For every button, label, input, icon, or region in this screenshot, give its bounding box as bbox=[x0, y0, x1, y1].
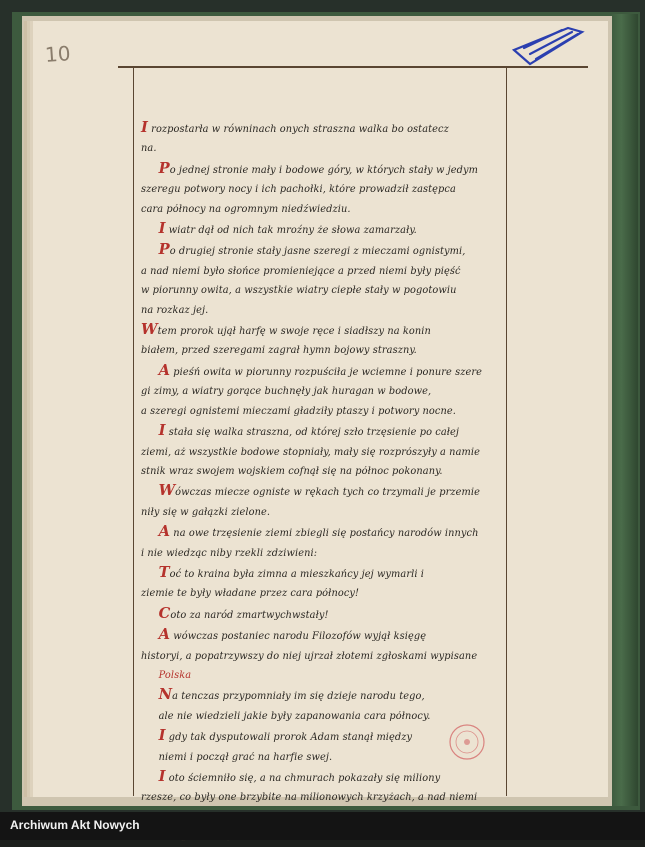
line-text: a szeregi ognistemi mieczami gładziły ptaszy i potwory nocne. bbox=[141, 405, 456, 417]
manuscript-line bbox=[141, 200, 503, 219]
manuscript-line bbox=[141, 481, 503, 502]
manuscript-line bbox=[141, 240, 503, 261]
red-initial: I bbox=[158, 421, 166, 440]
line-text: o jednej stronie mały i bodowe góry, w których stały w jedym bbox=[169, 164, 478, 176]
red-initial: P bbox=[158, 158, 170, 177]
line-text: niły się w gałązki zielone. bbox=[141, 506, 271, 518]
manuscript-line bbox=[141, 666, 503, 685]
album-board-edge bbox=[610, 14, 638, 806]
manuscript-line bbox=[141, 788, 503, 807]
manuscript-line bbox=[141, 503, 503, 522]
line-text: na rozkaz jej. bbox=[141, 304, 209, 316]
line-text: cara północy na ogromnym niedźwiedziu. bbox=[141, 203, 351, 215]
red-initial: I bbox=[141, 118, 148, 136]
manuscript-line bbox=[141, 341, 503, 360]
archive-seal-icon bbox=[447, 722, 487, 762]
manuscript-line bbox=[141, 685, 503, 706]
line-text: oto ściemniło się, a na chmurach pokazały się miliony bbox=[165, 773, 441, 784]
blue-stamp-icon bbox=[510, 26, 586, 66]
red-initial: P bbox=[158, 240, 170, 259]
manuscript-line bbox=[141, 301, 503, 320]
manuscript-line bbox=[141, 767, 503, 788]
manuscript-line bbox=[141, 625, 503, 646]
line-text: a tenczas przypomniały im się dzieje narodu tego, bbox=[172, 691, 425, 703]
line-text: wiatr dął od nich tak mroźny że słowa zamarzały. bbox=[165, 225, 417, 237]
red-initial: A bbox=[158, 625, 171, 644]
line-text: w piorunny owita, a wszystkie wiatry ciepłe stały w pogotowiu bbox=[141, 285, 457, 297]
line-text: pieśń owita w piorunny rozpuściła je wciemne i ponure szere bbox=[170, 366, 483, 378]
manuscript-line bbox=[141, 382, 503, 401]
line-text: ówczas miecze ogniste w rękach tych co trzymali je przemie bbox=[175, 487, 480, 499]
line-text: oć to kraina była zimna a mieszkańcy jej wymarli i bbox=[169, 568, 425, 580]
manuscript-line bbox=[141, 139, 503, 158]
manuscript-line bbox=[141, 584, 503, 603]
manuscript-line bbox=[141, 361, 503, 382]
red-initial: W bbox=[141, 320, 158, 339]
line-text: ale nie wiedzieli jakie były zapanowania cara północy. bbox=[158, 710, 431, 722]
red-initial: A bbox=[158, 360, 171, 379]
manuscript-line bbox=[141, 443, 503, 462]
manuscript-line bbox=[141, 262, 503, 281]
manuscript-line bbox=[141, 219, 503, 240]
manuscript-line bbox=[141, 544, 503, 563]
line-text: tem prorok ujął harfę w swoje ręce i siadłszy na konin bbox=[157, 326, 431, 338]
manuscript-line bbox=[141, 604, 503, 625]
manuscript-line bbox=[141, 281, 503, 300]
line-text: niemi i począł grać na harfie swej. bbox=[158, 751, 333, 763]
line-text: stnik wraz swojem wojskiem cofnął się na północ pokonany. bbox=[141, 465, 443, 477]
page-number: 10 bbox=[44, 41, 72, 67]
manuscript-line bbox=[141, 421, 503, 442]
line-text: historyi, a popatrzywszy do niej ujrzał złotemi zgłoskami wypisane bbox=[141, 650, 478, 662]
manuscript-line bbox=[141, 522, 503, 543]
line-text: białem, przed szeregami zagrał hymn bojowy straszny. bbox=[141, 345, 417, 357]
line-text: rozpostarła w równinach onych straszna walka bo ostatecz bbox=[147, 124, 449, 135]
line-text: a nad niemi było słońce promieniejące a przed niemi były pięść bbox=[141, 265, 461, 277]
line-text: o drugiej stronie stały jasne szeregi z mieczami ognistymi, bbox=[169, 246, 466, 258]
red-initial: T bbox=[158, 562, 170, 581]
manuscript-line bbox=[141, 118, 503, 139]
red-initial: N bbox=[158, 685, 173, 704]
line-text: na. bbox=[141, 143, 157, 155]
line-text: stała się walka straszna, od której szło trzęsienie po całej bbox=[165, 427, 460, 439]
red-initial: I bbox=[158, 219, 166, 238]
manuscript-line bbox=[141, 159, 503, 180]
manuscript-line bbox=[141, 563, 503, 584]
line-text: gdy tak dysputowali prorok Adam stanął między bbox=[165, 732, 413, 744]
line-text: rzesze, co były one brzybite na milionowych krzyżach, a nad niemi bbox=[141, 792, 478, 804]
manuscript-line bbox=[141, 402, 503, 421]
red-initial: C bbox=[158, 603, 171, 622]
line-text: gi zimy, a wiatry gorące buchnęły jak huragan w bodowe, bbox=[141, 386, 432, 398]
manuscript-line bbox=[141, 180, 503, 199]
line-text: i nie wiedząc niby rzekli zdziwieni: bbox=[141, 547, 318, 559]
red-initial: I bbox=[158, 726, 166, 745]
line-text: ziemi, aż wszystkie bodowe stopniały, mały się rozprószyły a namie bbox=[141, 446, 480, 458]
manuscript-line bbox=[141, 320, 503, 341]
line-text: wówczas postaniec narodu Filozofów wyjął księgę bbox=[170, 631, 427, 643]
red-initial: W bbox=[158, 481, 176, 500]
line-text: Polska bbox=[158, 669, 192, 681]
line-text: ziemie te były władane przez cara północy! bbox=[141, 588, 360, 600]
line-text: na owe trzęsienie ziemi zbiegli się postańcy narodów innych bbox=[170, 528, 479, 540]
manuscript-line bbox=[141, 647, 503, 666]
footer-archive-label: Archiwum Akt Nowych bbox=[10, 818, 140, 832]
line-text: oto za naród zmartwychwstały! bbox=[170, 609, 329, 621]
red-initial: A bbox=[158, 522, 171, 541]
manuscript-line bbox=[141, 462, 503, 481]
red-initial: I bbox=[158, 767, 166, 785]
line-text: szeregu potwory nocy i ich pachołki, które prowadził zastępca bbox=[141, 184, 456, 196]
